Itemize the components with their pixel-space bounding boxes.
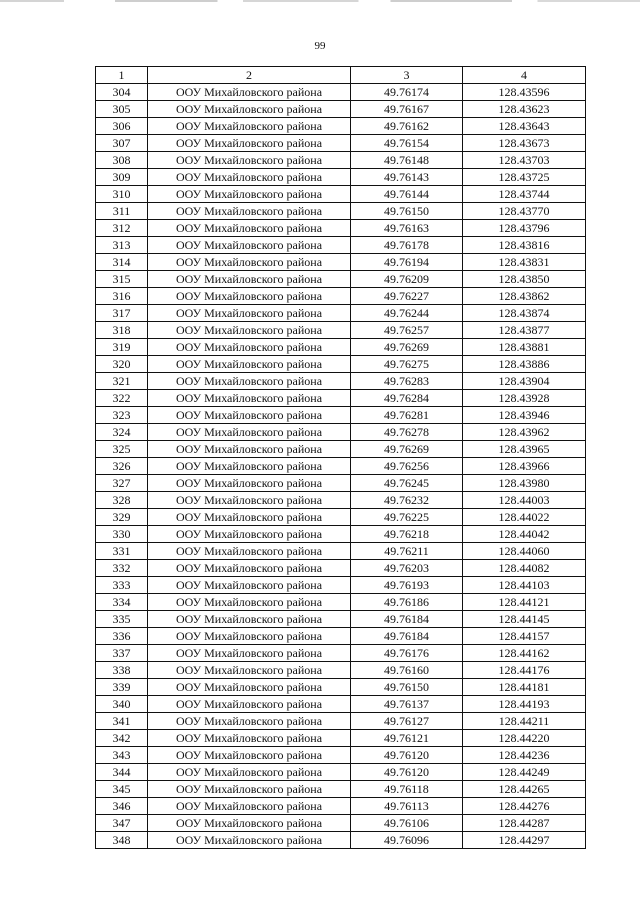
table-row <box>96 832 586 849</box>
table-cell-col-1: 305 <box>96 101 148 118</box>
table-cell-col-3: 49.76176 <box>351 645 463 662</box>
table-row <box>96 662 586 679</box>
table-cell-col-1: 313 <box>96 237 148 254</box>
table-row <box>96 475 586 492</box>
table-cell-col-3: 49.76269 <box>351 339 463 356</box>
table-cell-col-2: ООУ Михайловского района <box>148 356 351 373</box>
table-cell-col-3: 49.76120 <box>351 747 463 764</box>
table-cell-col-4: 128.44176 <box>463 662 586 679</box>
table-cell-col-2: ООУ Михайловского района <box>148 169 351 186</box>
table-cell-col-4: 128.43703 <box>463 152 586 169</box>
table-cell-col-3: 49.76186 <box>351 594 463 611</box>
table-cell-col-2: ООУ Михайловского района <box>148 458 351 475</box>
table-cell-col-4: 128.44265 <box>463 781 586 798</box>
table-cell-col-4: 128.43596 <box>463 84 586 101</box>
table-cell-col-4: 128.43980 <box>463 475 586 492</box>
table-cell-col-2: ООУ Михайловского района <box>148 815 351 832</box>
table-cell-col-2: ООУ Михайловского района <box>148 645 351 662</box>
table-cell-col-2: ООУ Михайловского района <box>148 271 351 288</box>
table-cell-col-4: 128.43816 <box>463 237 586 254</box>
table-row <box>96 322 586 339</box>
coordinates-table-container <box>95 66 585 849</box>
table-row <box>96 543 586 560</box>
table-cell-col-2: ООУ Михайловского района <box>148 101 351 118</box>
table-row <box>96 730 586 747</box>
table-cell-col-1: 343 <box>96 747 148 764</box>
table-cell-col-4: 128.43886 <box>463 356 586 373</box>
table-cell-col-3: 49.76143 <box>351 169 463 186</box>
table-cell-col-3: 49.76167 <box>351 101 463 118</box>
table-cell-col-3: 49.76256 <box>351 458 463 475</box>
table-row <box>96 628 586 645</box>
table-row <box>96 645 586 662</box>
table-cell-col-2: ООУ Михайловского района <box>148 390 351 407</box>
table-row <box>96 458 586 475</box>
table-cell-col-1: 348 <box>96 832 148 849</box>
table-row <box>96 424 586 441</box>
table-cell-col-3: 49.76281 <box>351 407 463 424</box>
column-header-1: 1 <box>96 67 148 84</box>
table-cell-col-1: 331 <box>96 543 148 560</box>
table-row <box>96 747 586 764</box>
table-row <box>96 815 586 832</box>
table-cell-col-3: 49.76137 <box>351 696 463 713</box>
table-cell-col-3: 49.76275 <box>351 356 463 373</box>
table-cell-col-4: 128.44022 <box>463 509 586 526</box>
table-cell-col-2: ООУ Михайловского района <box>148 203 351 220</box>
table-cell-col-1: 325 <box>96 441 148 458</box>
table-cell-col-4: 128.43623 <box>463 101 586 118</box>
table-cell-col-4: 128.43966 <box>463 458 586 475</box>
table-cell-col-4: 128.44162 <box>463 645 586 662</box>
table-cell-col-4: 128.43673 <box>463 135 586 152</box>
table-header <box>96 67 586 84</box>
table-row <box>96 254 586 271</box>
table-cell-col-4: 128.44211 <box>463 713 586 730</box>
table-cell-col-2: ООУ Михайловского района <box>148 594 351 611</box>
scan-edge-artifact <box>0 0 640 2</box>
table-cell-col-1: 314 <box>96 254 148 271</box>
table-cell-col-2: ООУ Михайловского района <box>148 118 351 135</box>
table-cell-col-2: ООУ Михайловского района <box>148 339 351 356</box>
table-cell-col-1: 315 <box>96 271 148 288</box>
table-cell-col-1: 333 <box>96 577 148 594</box>
table-header-row <box>96 67 586 84</box>
table-cell-col-2: ООУ Михайловского района <box>148 611 351 628</box>
table-cell-col-1: 344 <box>96 764 148 781</box>
table-cell-col-4: 128.43831 <box>463 254 586 271</box>
table-cell-col-4: 128.43962 <box>463 424 586 441</box>
table-cell-col-4: 128.44276 <box>463 798 586 815</box>
table-cell-col-4: 128.44236 <box>463 747 586 764</box>
table-cell-col-3: 49.76278 <box>351 424 463 441</box>
table-cell-col-4: 128.43643 <box>463 118 586 135</box>
table-cell-col-2: ООУ Михайловского района <box>148 186 351 203</box>
table-cell-col-2: ООУ Михайловского района <box>148 288 351 305</box>
table-cell-col-3: 49.76106 <box>351 815 463 832</box>
page-number: 99 <box>314 40 326 52</box>
table-cell-col-4: 128.44082 <box>463 560 586 577</box>
table-cell-col-1: 312 <box>96 220 148 237</box>
table-cell-col-4: 128.44121 <box>463 594 586 611</box>
table-cell-col-4: 128.44042 <box>463 526 586 543</box>
table-cell-col-4: 128.43862 <box>463 288 586 305</box>
table-cell-col-4: 128.44157 <box>463 628 586 645</box>
table-cell-col-2: ООУ Михайловского района <box>148 237 351 254</box>
table-cell-col-4: 128.44297 <box>463 832 586 849</box>
table-cell-col-2: ООУ Михайловского района <box>148 526 351 543</box>
table-row <box>96 441 586 458</box>
table-row <box>96 373 586 390</box>
table-cell-col-2: ООУ Михайловского района <box>148 220 351 237</box>
table-cell-col-1: 319 <box>96 339 148 356</box>
table-cell-col-4: 128.43874 <box>463 305 586 322</box>
table-cell-col-1: 310 <box>96 186 148 203</box>
table-cell-col-1: 306 <box>96 118 148 135</box>
table-row <box>96 271 586 288</box>
table-cell-col-3: 49.76118 <box>351 781 463 798</box>
table-cell-col-1: 323 <box>96 407 148 424</box>
table-cell-col-4: 128.44103 <box>463 577 586 594</box>
table-cell-col-2: ООУ Михайловского района <box>148 730 351 747</box>
table-row <box>96 594 586 611</box>
table-cell-col-1: 332 <box>96 560 148 577</box>
table-cell-col-4: 128.44249 <box>463 764 586 781</box>
table-body <box>96 84 586 849</box>
table-cell-col-4: 128.43725 <box>463 169 586 186</box>
table-cell-col-3: 49.76218 <box>351 526 463 543</box>
table-cell-col-2: ООУ Михайловского района <box>148 492 351 509</box>
table-cell-col-2: ООУ Михайловского района <box>148 577 351 594</box>
table-cell-col-3: 49.76283 <box>351 373 463 390</box>
table-cell-col-3: 49.76227 <box>351 288 463 305</box>
table-cell-col-3: 49.76121 <box>351 730 463 747</box>
table-cell-col-2: ООУ Михайловского района <box>148 407 351 424</box>
table-cell-col-4: 128.44060 <box>463 543 586 560</box>
table-cell-col-3: 49.76257 <box>351 322 463 339</box>
table-cell-col-3: 49.76148 <box>351 152 463 169</box>
table-cell-col-3: 49.76162 <box>351 118 463 135</box>
table-cell-col-4: 128.43881 <box>463 339 586 356</box>
table-cell-col-1: 317 <box>96 305 148 322</box>
table-cell-col-1: 342 <box>96 730 148 747</box>
table-cell-col-2: ООУ Михайловского района <box>148 713 351 730</box>
table-row <box>96 288 586 305</box>
table-cell-col-3: 49.76178 <box>351 237 463 254</box>
table-cell-col-1: 339 <box>96 679 148 696</box>
table-cell-col-1: 345 <box>96 781 148 798</box>
table-row <box>96 118 586 135</box>
table-cell-col-2: ООУ Михайловского района <box>148 543 351 560</box>
table-cell-col-4: 128.43744 <box>463 186 586 203</box>
table-row <box>96 492 586 509</box>
table-cell-col-3: 49.76174 <box>351 84 463 101</box>
table-cell-col-1: 335 <box>96 611 148 628</box>
table-row <box>96 679 586 696</box>
table-cell-col-3: 49.76184 <box>351 628 463 645</box>
table-cell-col-3: 49.76209 <box>351 271 463 288</box>
table-cell-col-1: 327 <box>96 475 148 492</box>
table-cell-col-1: 330 <box>96 526 148 543</box>
table-cell-col-2: ООУ Михайловского района <box>148 84 351 101</box>
table-cell-col-4: 128.43904 <box>463 373 586 390</box>
table-cell-col-1: 307 <box>96 135 148 152</box>
table-row <box>96 220 586 237</box>
column-header-4: 4 <box>463 67 586 84</box>
table-cell-col-4: 128.44220 <box>463 730 586 747</box>
table-cell-col-1: 329 <box>96 509 148 526</box>
table-cell-col-2: ООУ Михайловского района <box>148 832 351 849</box>
table-cell-col-4: 128.43877 <box>463 322 586 339</box>
table-cell-col-2: ООУ Михайловского района <box>148 628 351 645</box>
table-cell-col-4: 128.44181 <box>463 679 586 696</box>
table-cell-col-1: 321 <box>96 373 148 390</box>
table-cell-col-1: 338 <box>96 662 148 679</box>
table-cell-col-1: 324 <box>96 424 148 441</box>
table-cell-col-1: 347 <box>96 815 148 832</box>
table-cell-col-4: 128.43850 <box>463 271 586 288</box>
table-cell-col-1: 309 <box>96 169 148 186</box>
table-row <box>96 509 586 526</box>
table-cell-col-1: 328 <box>96 492 148 509</box>
table-cell-col-3: 49.76150 <box>351 679 463 696</box>
table-cell-col-3: 49.76193 <box>351 577 463 594</box>
table-cell-col-2: ООУ Михайловского района <box>148 764 351 781</box>
table-cell-col-1: 308 <box>96 152 148 169</box>
table-row <box>96 526 586 543</box>
table-cell-col-3: 49.76144 <box>351 186 463 203</box>
table-row <box>96 169 586 186</box>
table-cell-col-3: 49.76113 <box>351 798 463 815</box>
table-cell-col-3: 49.76203 <box>351 560 463 577</box>
table-cell-col-4: 128.43928 <box>463 390 586 407</box>
table-cell-col-3: 49.76284 <box>351 390 463 407</box>
column-header-3: 3 <box>351 67 463 84</box>
table-cell-col-2: ООУ Михайловского района <box>148 781 351 798</box>
table-row <box>96 305 586 322</box>
table-cell-col-3: 49.76150 <box>351 203 463 220</box>
table-cell-col-1: 336 <box>96 628 148 645</box>
table-cell-col-3: 49.76160 <box>351 662 463 679</box>
table-cell-col-3: 49.76269 <box>351 441 463 458</box>
table-cell-col-3: 49.76232 <box>351 492 463 509</box>
table-cell-col-3: 49.76154 <box>351 135 463 152</box>
table-cell-col-2: ООУ Михайловского района <box>148 441 351 458</box>
table-cell-col-1: 311 <box>96 203 148 220</box>
table-row <box>96 781 586 798</box>
table-row <box>96 339 586 356</box>
table-cell-col-1: 304 <box>96 84 148 101</box>
table-cell-col-1: 340 <box>96 696 148 713</box>
table-row <box>96 798 586 815</box>
table-cell-col-2: ООУ Михайловского района <box>148 424 351 441</box>
table-cell-col-1: 316 <box>96 288 148 305</box>
table-cell-col-2: ООУ Михайловского района <box>148 798 351 815</box>
table-cell-col-3: 49.76225 <box>351 509 463 526</box>
table-cell-col-3: 49.76211 <box>351 543 463 560</box>
table-cell-col-3: 49.76245 <box>351 475 463 492</box>
table-cell-col-4: 128.44003 <box>463 492 586 509</box>
table-row <box>96 84 586 101</box>
table-cell-col-2: ООУ Михайловского района <box>148 373 351 390</box>
table-cell-col-1: 318 <box>96 322 148 339</box>
table-cell-col-3: 49.76127 <box>351 713 463 730</box>
table-row <box>96 713 586 730</box>
table-cell-col-2: ООУ Михайловского района <box>148 135 351 152</box>
table-row <box>96 237 586 254</box>
table-cell-col-3: 49.76096 <box>351 832 463 849</box>
table-row <box>96 101 586 118</box>
table-cell-col-2: ООУ Михайловского района <box>148 254 351 271</box>
table-cell-col-4: 128.43965 <box>463 441 586 458</box>
table-cell-col-1: 337 <box>96 645 148 662</box>
table-row <box>96 560 586 577</box>
table-cell-col-4: 128.44193 <box>463 696 586 713</box>
table-row <box>96 152 586 169</box>
table-cell-col-2: ООУ Михайловского района <box>148 152 351 169</box>
table-cell-col-2: ООУ Михайловского района <box>148 747 351 764</box>
table-cell-col-4: 128.43946 <box>463 407 586 424</box>
table-row <box>96 696 586 713</box>
table-cell-col-1: 320 <box>96 356 148 373</box>
table-row <box>96 611 586 628</box>
table-cell-col-1: 326 <box>96 458 148 475</box>
table-cell-col-3: 49.76194 <box>351 254 463 271</box>
table-row <box>96 186 586 203</box>
table-cell-col-3: 49.76163 <box>351 220 463 237</box>
table-cell-col-2: ООУ Михайловского района <box>148 560 351 577</box>
table-row <box>96 203 586 220</box>
table-cell-col-2: ООУ Михайловского района <box>148 305 351 322</box>
table-row <box>96 407 586 424</box>
table-row <box>96 577 586 594</box>
table-cell-col-2: ООУ Михайловского района <box>148 475 351 492</box>
table-cell-col-2: ООУ Михайловского района <box>148 696 351 713</box>
table-cell-col-2: ООУ Михайловского района <box>148 662 351 679</box>
table-row <box>96 135 586 152</box>
table-cell-col-3: 49.76120 <box>351 764 463 781</box>
table-cell-col-4: 128.43770 <box>463 203 586 220</box>
table-cell-col-1: 322 <box>96 390 148 407</box>
table-cell-col-4: 128.44145 <box>463 611 586 628</box>
table-cell-col-1: 346 <box>96 798 148 815</box>
table-cell-col-3: 49.76244 <box>351 305 463 322</box>
coordinates-table <box>95 66 586 849</box>
table-row <box>96 390 586 407</box>
table-cell-col-4: 128.44287 <box>463 815 586 832</box>
table-row <box>96 764 586 781</box>
table-cell-col-2: ООУ Михайловского района <box>148 322 351 339</box>
table-cell-col-2: ООУ Михайловского района <box>148 679 351 696</box>
column-header-2: 2 <box>148 67 351 84</box>
table-row <box>96 356 586 373</box>
table-cell-col-3: 49.76184 <box>351 611 463 628</box>
table-cell-col-1: 334 <box>96 594 148 611</box>
table-cell-col-2: ООУ Михайловского района <box>148 509 351 526</box>
table-cell-col-4: 128.43796 <box>463 220 586 237</box>
table-cell-col-1: 341 <box>96 713 148 730</box>
